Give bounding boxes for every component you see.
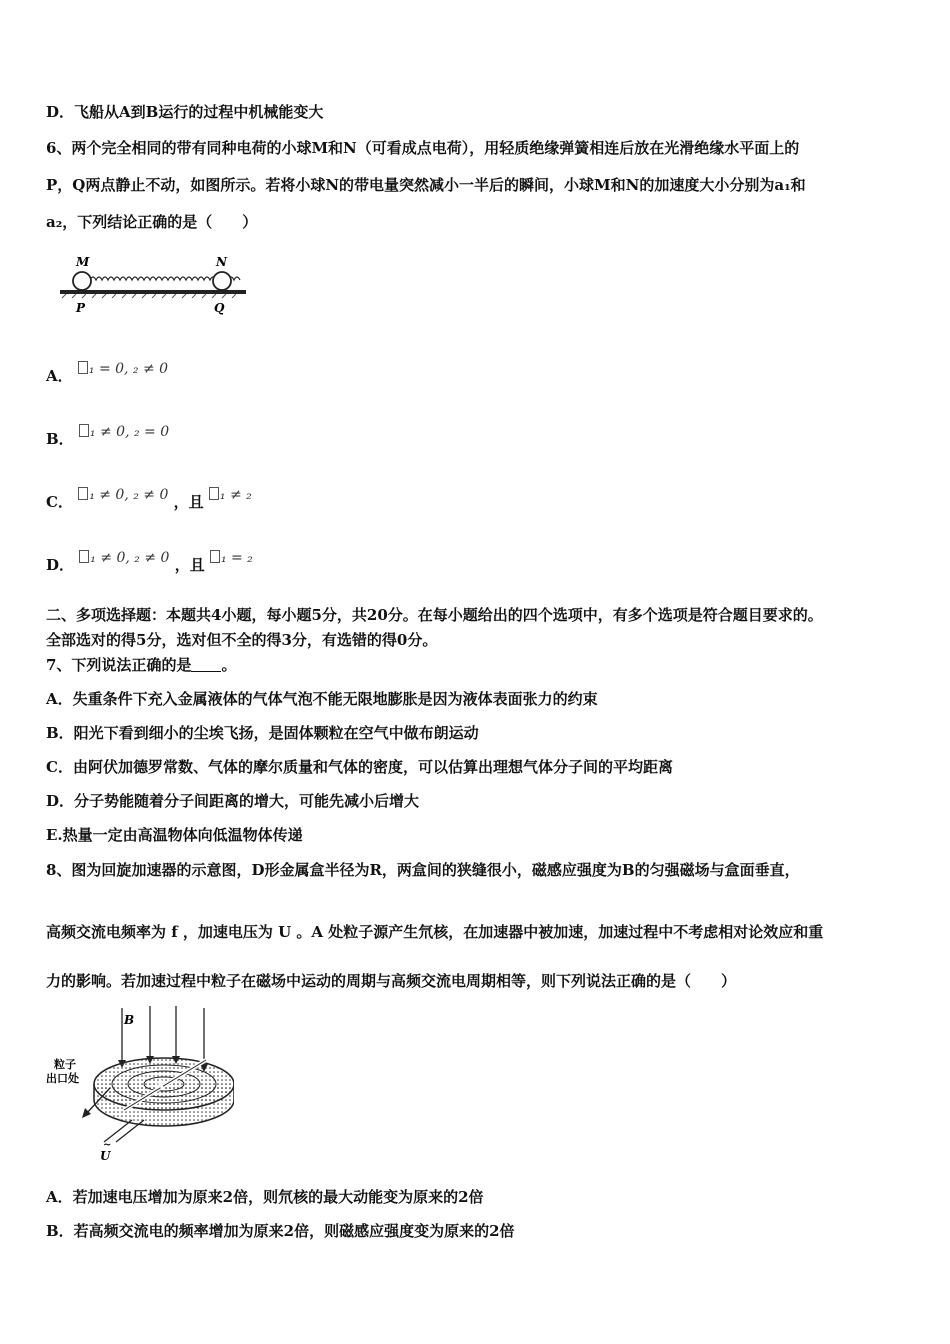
q6-option-b[interactable]	[46, 424, 170, 450]
q8-stem-line3: 力的影响。若加速过程中粒子在磁场中运动的周期与高频交流电周期相等，则下列说法正确的是（ ）	[46, 972, 737, 990]
q8-stem-line1: 8、图为回旋加速器的示意图，D形金属盒半径为R，两盒间的狭缝很小，磁感应强度为B的匀强磁场与盒面垂直，	[46, 861, 800, 879]
label-u: U	[100, 1149, 111, 1163]
section2-line1: 二、多项选择题：本题共4小题，每小题5分，共20分。在每小题给出的四个选项中，有多个选项是符合题目要求的。	[46, 606, 823, 624]
svg-text:~: ~	[103, 1140, 112, 1151]
q6-spring-figure	[56, 250, 256, 316]
option-extra-math: ₁ ≠ ₂	[209, 487, 252, 503]
label-n: N	[216, 255, 227, 269]
q7-option-e[interactable]: E.热量一定由高温物体向低温物体传递	[46, 826, 303, 844]
option-label: A．	[46, 367, 73, 385]
label-p: P	[76, 301, 86, 315]
q6-option-c[interactable]	[46, 487, 252, 513]
label-a: A	[156, 1078, 165, 1091]
label-q: Q	[214, 301, 225, 315]
option-math: ₁ ≠ 0, ₂ = 0	[79, 424, 169, 440]
q6-stem-line2: P，Q两点静止不动，如图所示。若将小球N的带电量突然减小一半后的瞬间，小球M和N的加速度大小分别为a₁和	[46, 176, 806, 194]
option-math: ₁ ≠ 0, ₂ ≠ 0	[79, 550, 169, 566]
option-label: C．	[46, 493, 73, 511]
answer-blank	[191, 657, 221, 672]
q8-stem-line2: 高频交流电频率为 f ，加速电压为 U 。A 处粒子源产生氘核，在加速器中被加速，加速过程中不考虑相对论效应和重	[46, 923, 824, 941]
q6-stem-line3: a₂，下列结论正确的是（ ）	[46, 213, 258, 231]
q5-option-d: D．飞船从A到B运行的过程中机械能变大	[46, 103, 324, 121]
q7-option-a[interactable]: A．失重条件下充入金属液体的气体气泡不能无限地膨胀是因为液体表面张力的约束	[46, 690, 598, 708]
q7-stem: 7、下列说法正确的是 。	[46, 656, 237, 674]
q6-option-d[interactable]	[46, 550, 253, 576]
q8-option-b[interactable]: B．若高频交流电的频率增加为原来2倍，则磁感应强度变为原来的2倍	[46, 1222, 515, 1240]
option-extra-math: ₁ = ₂	[210, 550, 253, 566]
q8-cyclotron-figure	[44, 1002, 234, 1170]
q6-stem-line1: 6、两个完全相同的带有同种电荷的小球M和N（可看成点电荷），用轻质绝缘弹簧相连后放在光滑绝缘水平面上的	[46, 139, 800, 157]
q7-option-b[interactable]: B．阳光下看到细小的尘埃飞扬，是固体颗粒在空气中做布朗运动	[46, 724, 479, 742]
option-math: ₁ ≠ 0, ₂ ≠ 0	[78, 487, 168, 503]
ball-m	[73, 272, 91, 290]
label-m: M	[76, 255, 90, 269]
q8-option-a[interactable]: A．若加速电压增加为原来2倍，则氘核的最大动能变为原来的2倍	[46, 1188, 484, 1206]
label-b: B	[124, 1013, 135, 1027]
label-exit-2: 出口处	[46, 1072, 79, 1085]
ball-n	[213, 272, 231, 290]
option-extra: ，且	[173, 493, 204, 511]
option-math: ₁ = 0, ₂ ≠ 0	[78, 361, 168, 377]
option-label: B．	[46, 430, 74, 448]
label-exit-1: 粒子	[54, 1058, 76, 1071]
q7-option-d[interactable]: D．分子势能随着分子间距离的增大，可能先减小后增大	[46, 792, 420, 810]
section2-line2: 全部选对的得5分，选对但不全的得3分，有选错的得0分。	[46, 631, 438, 649]
option-label: D．	[46, 556, 75, 574]
q6-option-a[interactable]	[46, 361, 169, 387]
option-extra: ，且	[174, 556, 205, 574]
q7-option-c[interactable]: C．由阿伏加德罗常数、气体的摩尔质量和气体的密度，可以估算出理想气体分子间的平均距离	[46, 758, 673, 776]
